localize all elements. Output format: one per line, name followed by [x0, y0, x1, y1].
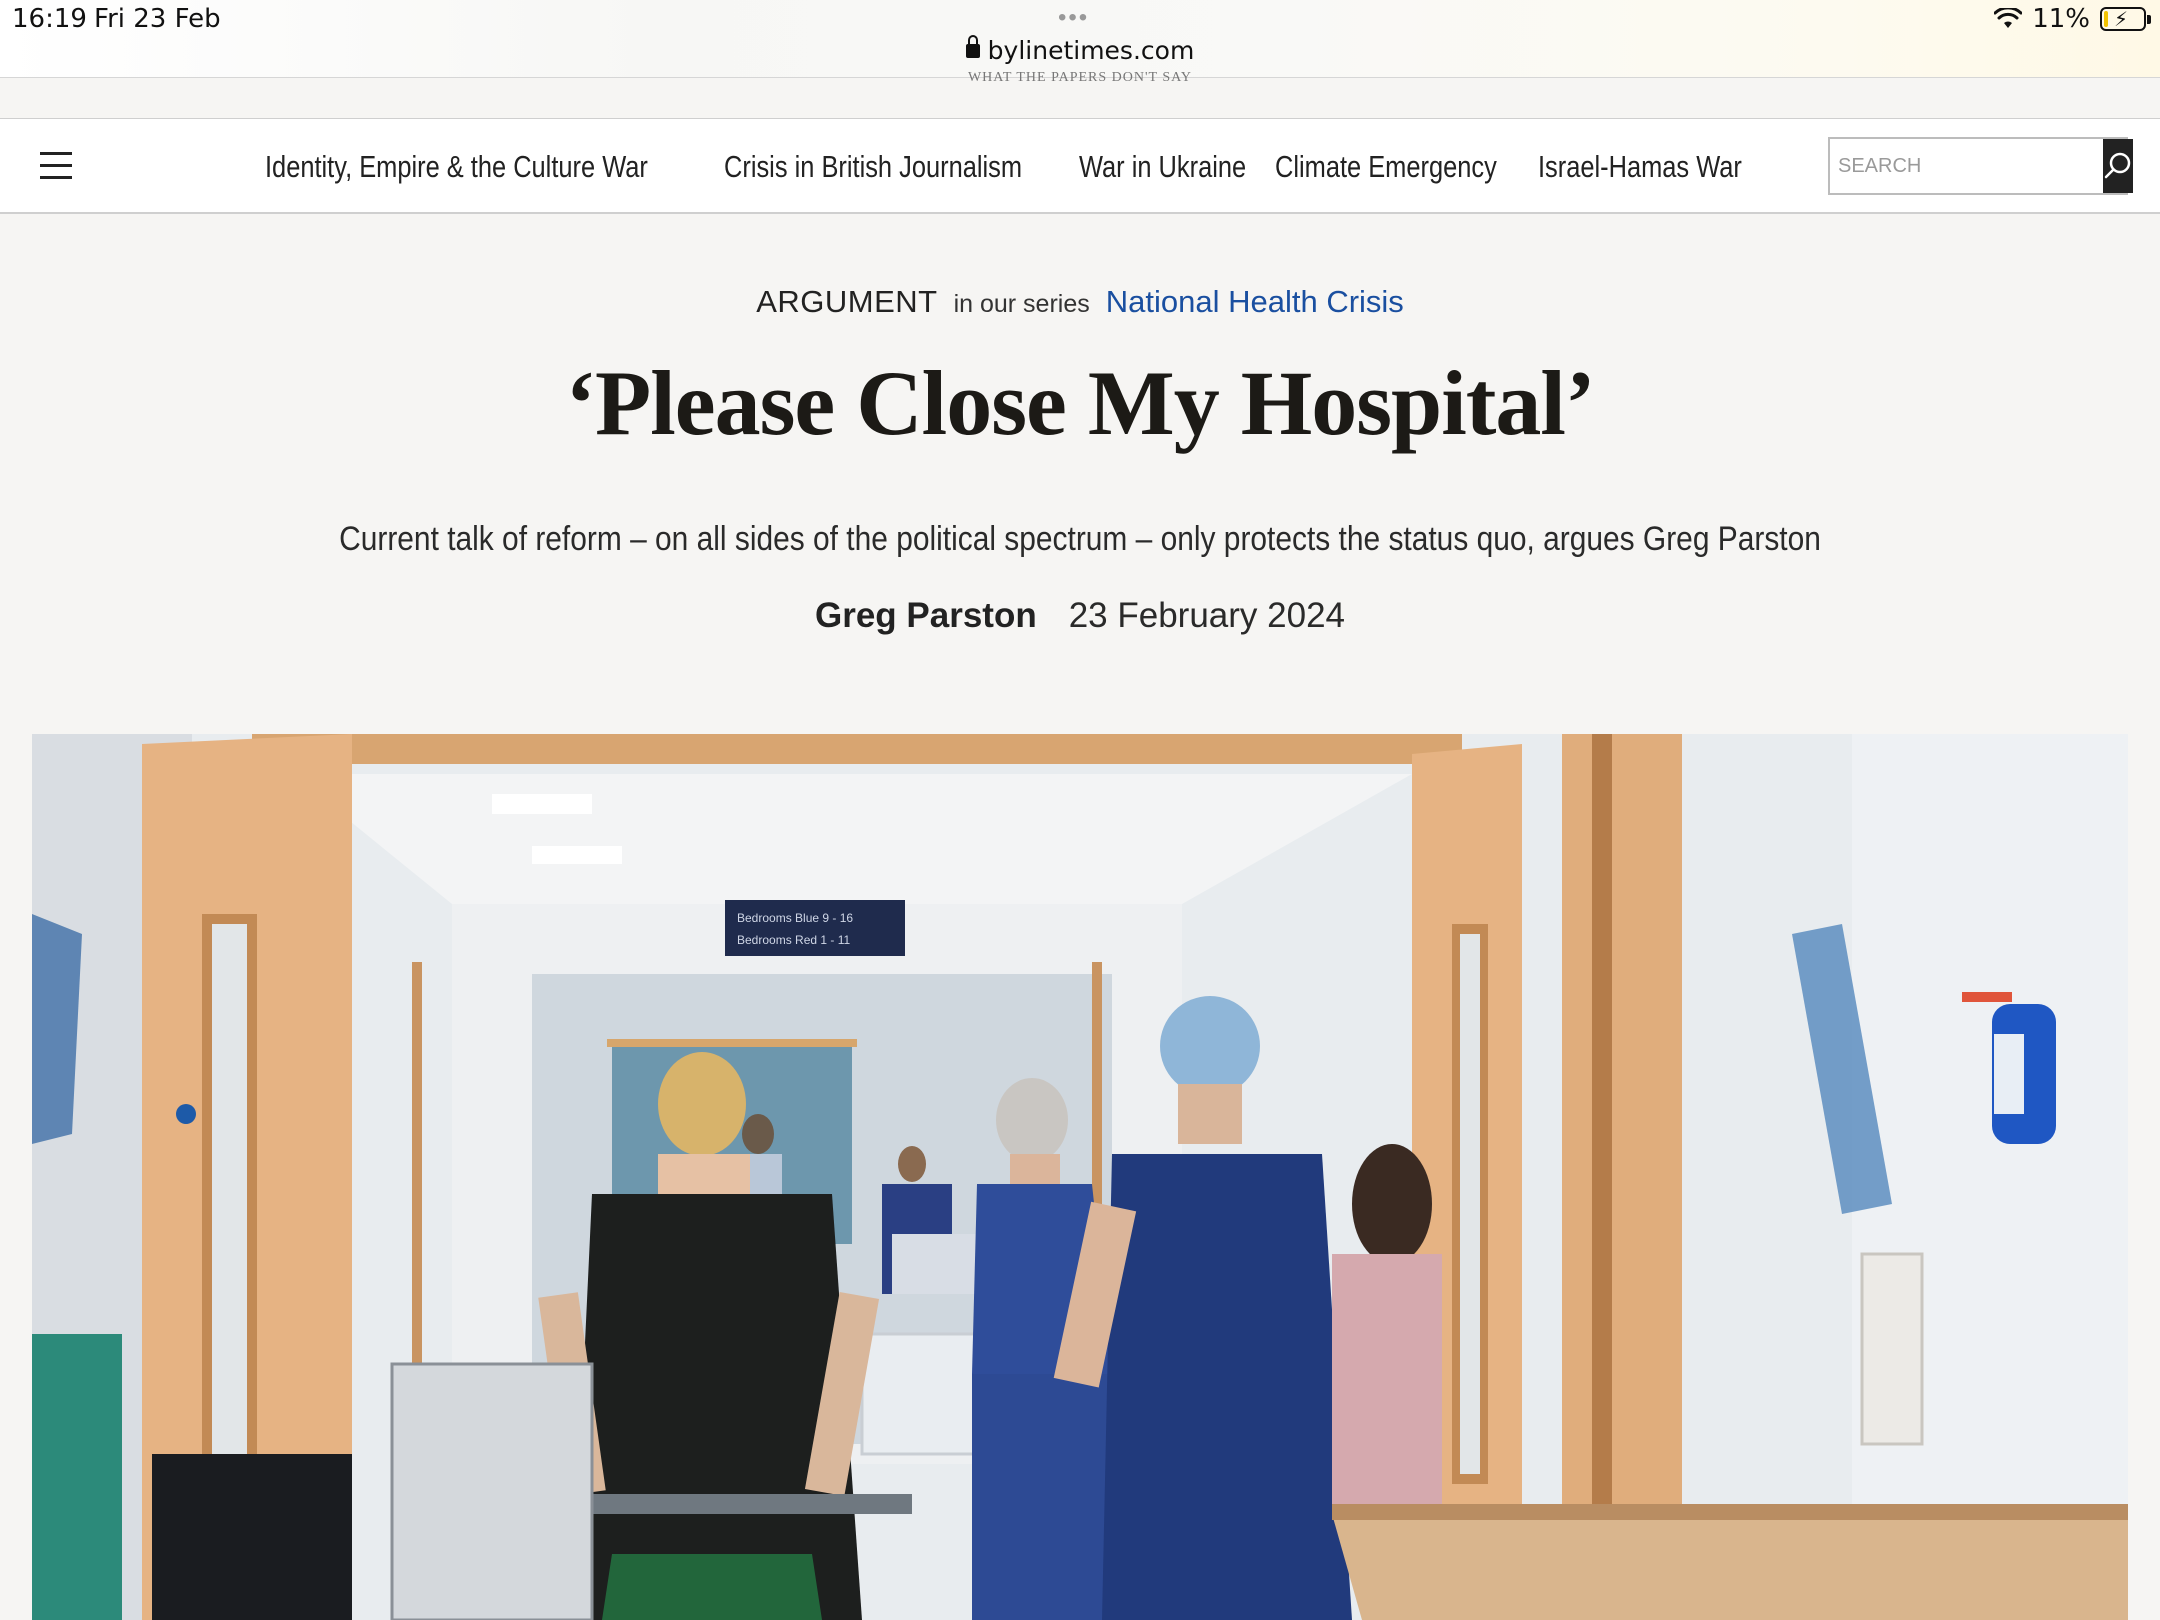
series-prefix: in our series [953, 290, 1090, 318]
search-button[interactable] [2103, 139, 2133, 193]
wifi-icon [1994, 8, 2022, 30]
battery-percentage: 11% [2032, 4, 2090, 34]
search-input[interactable] [1830, 139, 2103, 193]
corridor-sign-line-1: Bedrooms Blue 9 - 16 [737, 911, 854, 925]
more-dots-icon[interactable]: ••• [1058, 4, 1090, 31]
article-kicker [0, 284, 2160, 320]
nav-link-ukraine[interactable]: War in Ukraine [1079, 149, 1247, 184]
nav-links [265, 119, 1746, 215]
address-bar[interactable] [0, 36, 2160, 65]
nav-link-climate[interactable]: Climate Emergency [1275, 149, 1498, 184]
lock-icon [966, 44, 980, 58]
search-icon [2103, 151, 2133, 181]
corridor-sign-line-2: Bedrooms Red 1 - 11 [737, 933, 851, 947]
publish-date: 23 February 2024 [1068, 596, 1346, 635]
browser-status-bar [0, 0, 2160, 78]
status-date: Fri 23 Feb [94, 4, 221, 34]
nav-link-journalism[interactable]: Crisis in British Journalism [723, 149, 1022, 184]
article-category[interactable]: ARGUMENT [756, 284, 938, 319]
main-navigation [0, 118, 2160, 214]
battery-icon: ⚡ [2100, 7, 2146, 31]
menu-icon[interactable] [40, 152, 72, 180]
search-box [1828, 137, 2128, 195]
url-text: bylinetimes.com [987, 36, 1195, 65]
status-indicators [1994, 4, 2146, 34]
nav-link-culture-war[interactable]: Identity, Empire & the Culture War [265, 149, 648, 184]
article-standfirst: Current talk of reform – on all sides of the political spectrum – only protects the status quo, argues Greg Parston [339, 520, 1821, 558]
status-time: 16:19 [12, 4, 87, 34]
hero-image [32, 734, 2128, 1620]
series-link[interactable]: National Health Crisis [1105, 284, 1404, 319]
nav-link-israel-hamas[interactable]: Israel-Hamas War [1537, 149, 1742, 184]
article-headline: ‘Please Close My Hospital’ [565, 352, 1595, 454]
site-tagline: WHAT THE PAPERS DON'T SAY [967, 70, 1193, 85]
hospital-corridor-photo [32, 734, 2128, 1620]
byline [0, 596, 2160, 636]
author-link[interactable]: Greg Parston [814, 596, 1037, 635]
